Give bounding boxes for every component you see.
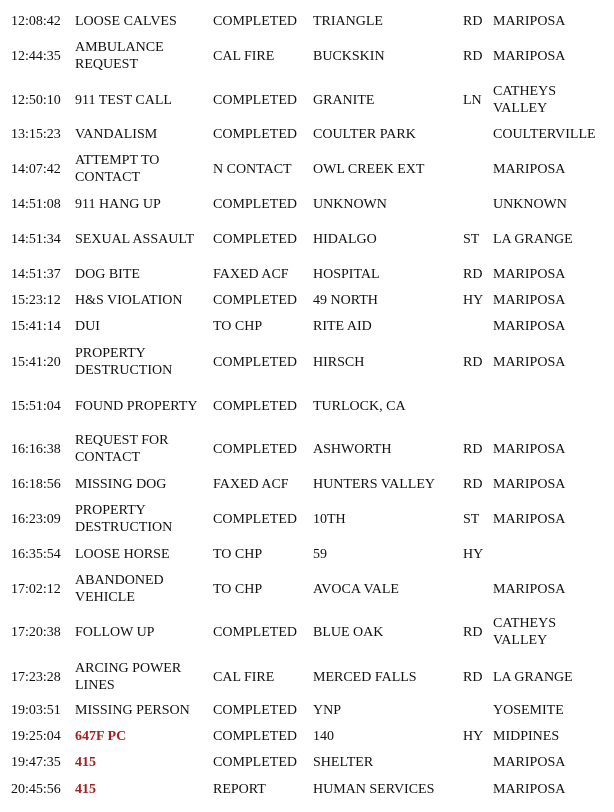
disposition-cell: TO CHP	[213, 318, 263, 334]
call-type-cell: H&S VIOLATION	[75, 292, 183, 308]
call-type-cell: DUI	[75, 318, 100, 334]
table-row	[0, 191, 614, 217]
disposition-cell: COMPLETED	[213, 126, 297, 142]
city-cell: MARIPOSA	[493, 161, 566, 177]
street-cell: RITE AID	[313, 318, 372, 334]
time-cell: 16:23:09	[11, 511, 61, 527]
city-cell	[493, 384, 613, 428]
city-cell: MIDPINES	[493, 728, 560, 744]
disposition-cell: FAXED ACF	[213, 266, 289, 282]
call-type-cell: AMBULANCE REQUEST	[75, 40, 164, 72]
table-row	[0, 36, 614, 76]
street-suffix-cell	[463, 384, 491, 428]
disposition-cell: COMPLETED	[213, 728, 297, 744]
table-row	[0, 287, 614, 313]
disposition-cell: COMPLETED	[213, 231, 297, 247]
call-type-cell: REQUEST FOR CONTACT	[75, 433, 169, 465]
street-cell: YNP	[313, 702, 342, 718]
street-cell: 10TH	[313, 511, 346, 527]
city-cell: MARIPOSA	[493, 781, 566, 797]
disposition-cell: COMPLETED	[213, 511, 297, 527]
street-suffix-cell: ST	[463, 511, 480, 527]
call-type-cell: 911 HANG UP	[75, 196, 161, 212]
call-type-cell: VANDALISM	[75, 126, 158, 142]
table-row	[0, 775, 614, 803]
table-row	[0, 219, 614, 259]
street-suffix-cell	[463, 699, 491, 721]
street-suffix-cell: ST	[463, 231, 480, 247]
table-row	[0, 699, 614, 721]
street-suffix-cell: HY	[463, 292, 484, 308]
table-row	[0, 723, 614, 749]
street-cell: OWL CREEK EXT	[313, 161, 425, 177]
street-cell: AVOCA VALE	[313, 581, 399, 597]
street-cell: HIRSCH	[313, 354, 365, 370]
time-cell: 14:51:34	[11, 231, 61, 247]
table-row	[0, 655, 614, 699]
street-suffix-cell	[463, 191, 491, 217]
time-cell: 15:23:12	[11, 292, 61, 308]
disposition-cell: N CONTACT	[213, 161, 292, 177]
street-cell: TRIANGLE	[313, 13, 383, 29]
street-cell: HUNTERS VALLEY	[313, 476, 435, 492]
disposition-cell: TO CHP	[213, 546, 263, 562]
time-cell: 20:45:56	[11, 781, 61, 797]
disposition-cell: COMPLETED	[213, 702, 297, 718]
street-cell: SHELTER	[313, 754, 374, 770]
city-cell: MARIPOSA	[493, 292, 566, 308]
disposition-cell: COMPLETED	[213, 292, 297, 308]
city-cell: COULTERVILLE	[493, 126, 596, 142]
time-cell: 14:07:42	[11, 161, 61, 177]
call-type-cell: DOG BITE	[75, 266, 140, 282]
time-cell: 17:02:12	[11, 581, 61, 597]
time-cell: 12:44:35	[11, 48, 61, 64]
time-cell: 14:51:37	[11, 266, 61, 282]
street-suffix-cell: RD	[463, 354, 483, 370]
time-cell: 19:03:51	[11, 702, 61, 718]
table-row	[0, 121, 614, 147]
call-type-cell: LOOSE HORSE	[75, 546, 170, 562]
time-cell: 19:25:04	[11, 728, 61, 744]
disposition-cell: CAL FIRE	[213, 48, 275, 64]
city-cell: CATHEYS VALLEY	[493, 84, 557, 116]
disposition-cell: FAXED ACF	[213, 476, 289, 492]
street-cell: 59	[313, 546, 327, 562]
disposition-cell: COMPLETED	[213, 754, 297, 770]
time-cell: 15:51:04	[11, 398, 61, 414]
table-row	[0, 429, 614, 469]
table-row	[0, 82, 614, 118]
street-suffix-cell: HY	[463, 728, 484, 744]
street-cell: COULTER PARK	[313, 126, 416, 142]
disposition-cell: COMPLETED	[213, 196, 297, 212]
time-cell: 15:41:20	[11, 354, 61, 370]
city-cell: CATHEYS VALLEY	[493, 616, 557, 648]
street-suffix-cell: RD	[463, 624, 483, 640]
time-cell: 14:51:08	[11, 196, 61, 212]
street-suffix-cell: RD	[463, 266, 483, 282]
street-cell: 140	[313, 728, 334, 744]
call-type-cell: MISSING PERSON	[75, 702, 190, 718]
city-cell: LA GRANGE	[493, 231, 573, 247]
city-cell: MARIPOSA	[493, 318, 566, 334]
call-type-cell: SEXUAL ASSAULT	[75, 231, 195, 247]
street-cell: HIDALGO	[313, 231, 377, 247]
call-type-cell: PROPERTY DESTRUCTION	[75, 346, 173, 378]
street-suffix-cell	[463, 775, 491, 803]
street-cell: BUCKSKIN	[313, 48, 385, 64]
disposition-cell: COMPLETED	[213, 398, 297, 414]
city-cell: MARIPOSA	[493, 48, 566, 64]
city-cell: YOSEMITE	[493, 702, 564, 718]
city-cell: MARIPOSA	[493, 13, 566, 29]
disposition-cell: CAL FIRE	[213, 669, 275, 685]
city-cell: MARIPOSA	[493, 441, 566, 457]
street-cell: HUMAN SERVICES	[313, 781, 435, 797]
street-cell: BLUE OAK	[313, 624, 384, 640]
table-row	[0, 541, 614, 567]
call-type-cell: PROPERTY DESTRUCTION	[75, 503, 173, 535]
street-cell: ASHWORTH	[313, 441, 392, 457]
city-cell: LA GRANGE	[493, 669, 573, 685]
city-cell: MARIPOSA	[493, 476, 566, 492]
time-cell: 12:50:10	[11, 92, 61, 108]
call-type-cell: FOLLOW UP	[75, 624, 155, 640]
table-row	[0, 567, 614, 611]
time-cell: 16:18:56	[11, 476, 61, 492]
table-row	[0, 261, 614, 287]
call-type-cell: MISSING DOG	[75, 476, 167, 492]
call-type-cell: LOOSE CALVES	[75, 13, 177, 29]
city-cell: MARIPOSA	[493, 354, 566, 370]
street-suffix-cell	[463, 149, 491, 189]
table-row	[0, 9, 614, 33]
table-row	[0, 749, 614, 775]
street-cell: 49 NORTH	[313, 292, 378, 308]
call-type-cell: 415	[75, 754, 96, 770]
city-cell: MARIPOSA	[493, 581, 566, 597]
disposition-cell: COMPLETED	[213, 92, 297, 108]
street-cell: UNKNOWN	[313, 196, 387, 212]
street-suffix-cell: LN	[463, 92, 482, 108]
street-cell: TURLOCK, CA	[313, 398, 406, 414]
time-cell: 12:08:42	[11, 13, 61, 29]
city-cell	[493, 541, 613, 567]
city-cell: MARIPOSA	[493, 754, 566, 770]
disposition-cell: TO CHP	[213, 581, 263, 597]
street-suffix-cell: RD	[463, 48, 483, 64]
table-row	[0, 471, 614, 497]
street-suffix-cell	[463, 567, 491, 611]
disposition-cell: COMPLETED	[213, 441, 297, 457]
street-cell: MERCED FALLS	[313, 669, 417, 685]
disposition-cell: COMPLETED	[213, 13, 297, 29]
call-type-cell: ABANDONED VEHICLE	[75, 573, 164, 605]
table-row	[0, 149, 614, 189]
time-cell: 13:15:23	[11, 126, 61, 142]
disposition-cell: COMPLETED	[213, 354, 297, 370]
disposition-cell: COMPLETED	[213, 624, 297, 640]
city-cell: MARIPOSA	[493, 266, 566, 282]
city-cell: MARIPOSA	[493, 511, 566, 527]
street-suffix-cell	[463, 313, 491, 339]
time-cell: 17:23:28	[11, 669, 61, 685]
street-suffix-cell: RD	[463, 441, 483, 457]
table-row	[0, 313, 614, 339]
call-type-cell: 911 TEST CALL	[75, 92, 172, 108]
street-suffix-cell: HY	[463, 546, 484, 562]
street-suffix-cell: RD	[463, 476, 483, 492]
call-type-cell: ARCING POWER LINES	[75, 661, 182, 693]
street-suffix-cell: RD	[463, 13, 483, 29]
street-cell: HOSPITAL	[313, 266, 380, 282]
street-suffix-cell: RD	[463, 669, 483, 685]
disposition-cell: REPORT	[213, 781, 266, 797]
call-type-cell: 647F PC	[75, 728, 127, 744]
time-cell: 17:20:38	[11, 624, 61, 640]
table-row	[0, 384, 614, 428]
city-cell: UNKNOWN	[493, 196, 567, 212]
street-suffix-cell	[463, 121, 491, 147]
street-cell: GRANITE	[313, 92, 375, 108]
table-row	[0, 612, 614, 652]
time-cell: 16:16:38	[11, 441, 61, 457]
time-cell: 15:41:14	[11, 318, 61, 334]
call-type-cell: 415	[75, 781, 96, 797]
time-cell: 19:47:35	[11, 754, 61, 770]
street-suffix-cell	[463, 749, 491, 775]
table-row	[0, 497, 614, 541]
table-row	[0, 340, 614, 384]
call-type-cell: ATTEMPT TO CONTACT	[75, 153, 160, 185]
call-type-cell: FOUND PROPERTY	[75, 398, 198, 414]
time-cell: 16:35:54	[11, 546, 61, 562]
